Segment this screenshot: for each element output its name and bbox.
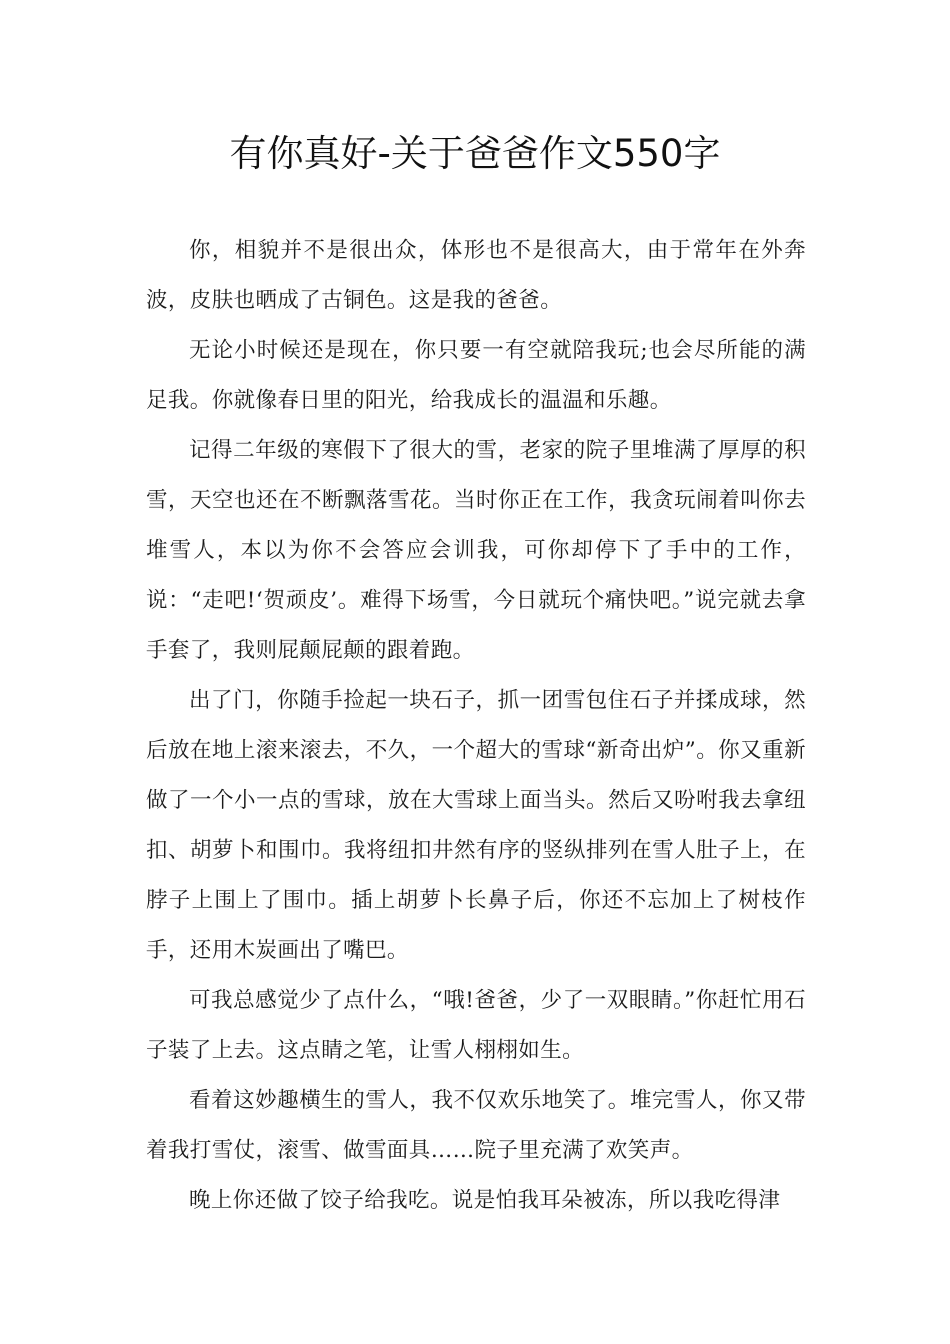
essay-body bbox=[146, 226, 806, 1226]
paragraph: 你，相貌并不是很出众，体形也不是很高大，由于常年在外奔波，皮肤也晒成了古铜色。这是我的爸爸。 bbox=[146, 238, 806, 313]
paragraph: 看着这妙趣横生的雪人，我不仅欢乐地笑了。堆完雪人，你又带着我打雪仗，滚雪、做雪面具……院子里充满了欢笑声。 bbox=[146, 1088, 806, 1163]
page-title: 有你真好-关于爸爸作文550字 bbox=[229, 132, 721, 175]
paragraph: 可我总感觉少了点什么，“哦!爸爸，少了一双眼睛。”你赶忙用石子装了上去。这点睛之笔，让雪人栩栩如生。 bbox=[146, 988, 806, 1063]
paragraph: 出了门，你随手捡起一块石子，抓一团雪包住石子并揉成球，然后放在地上滚来滚去，不久，一个超大的雪球“新奇出炉”。你又重新做了一个小一点的雪球，放在大雪球上面当头。然后又吩咐我去拿纽扣、胡萝卜和围巾。我将纽扣井然有序的竖纵排列在雪人肚子上，在脖子上围上了围巾。插上胡萝卜长鼻子后，你还不忘加上了树枝作手，还用木炭画出了嘴巴。 bbox=[146, 688, 806, 963]
paragraph: 晚上你还做了饺子给我吃。说是怕我耳朵被冻，所以我吃得津 bbox=[189, 1188, 781, 1213]
paragraph: 无论小时候还是现在，你只要一有空就陪我玩;也会尽所能的满足我。你就像春日里的阳光，给我成长的温温和乐趣。 bbox=[146, 338, 806, 413]
paragraph: 记得二年级的寒假下了很大的雪，老家的院子里堆满了厚厚的积雪，天空也还在不断飘落雪花。当时你正在工作，我贪玩闹着叫你去堆雪人，本以为你不会答应会训我，可你却停下了手中的工作，说：“走吧!‘贺顽皮’。难得下场雪，今日就玩个痛快吧。”说完就去拿手套了，我则屁颠屁颠的跟着跑。 bbox=[146, 438, 806, 663]
